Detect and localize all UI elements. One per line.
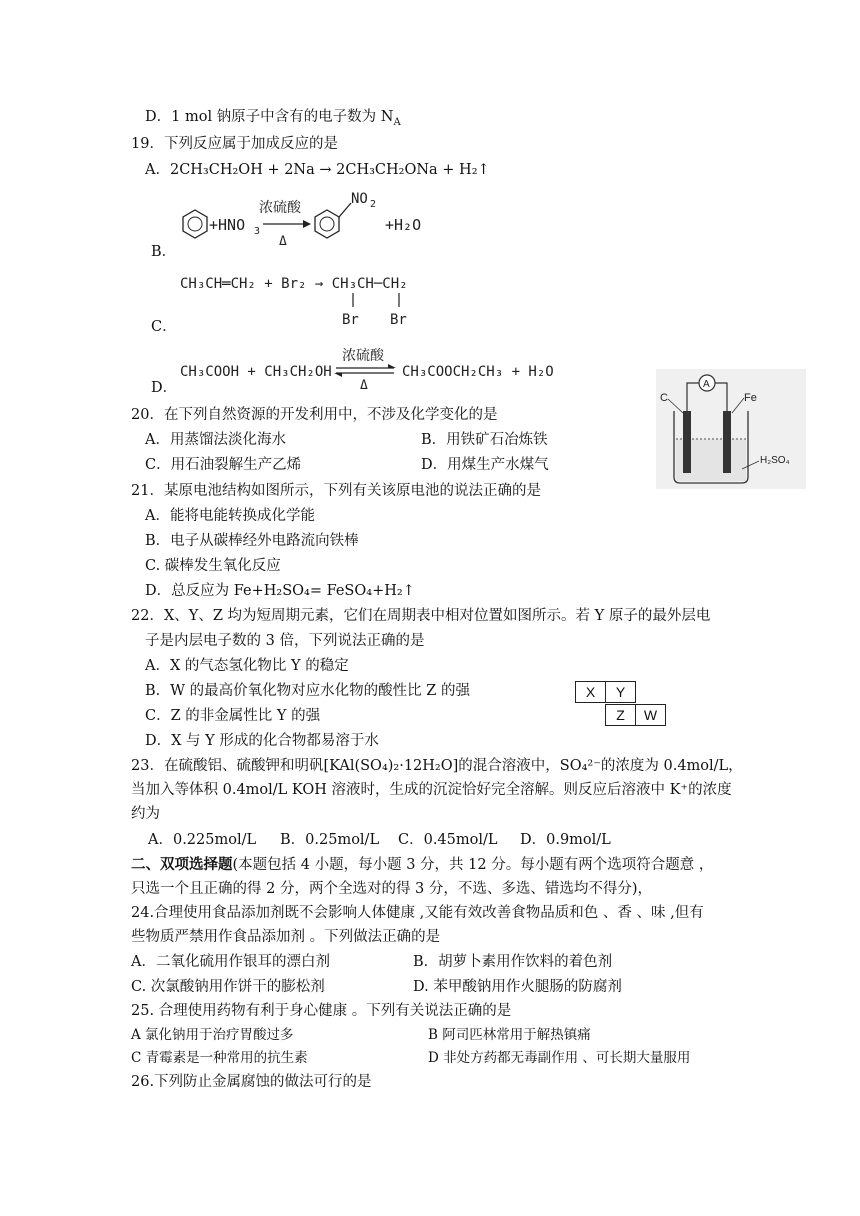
- q20-option-b: B．用铁矿石冶炼铁: [421, 432, 548, 448]
- q23-stem-line1: 23．在硫酸铝、硫酸钾和明矾[KAl(SO₄)₂·12H₂O]的混合溶液中，SO₄²⁻的浓度为 0.4mol/L，: [131, 758, 743, 774]
- q24-option-a: A．二氧化硫用作银耳的漂白剂: [131, 954, 330, 970]
- q22-stem-line1: 22．X、Y、Z 均为短周期元素，它们在周期表中相对位置如图所示。若 Y 原子的最外层电: [131, 608, 711, 624]
- periodic-cell-x: X: [575, 681, 606, 703]
- q20-option-c: C．用石油裂解生产乙烯: [145, 457, 302, 473]
- b-hno3: +HNO: [209, 216, 246, 234]
- q24-option-d: D. 苯甲酸钠用作火腿肠的防腐剂: [413, 979, 622, 995]
- carbon-rod: [683, 411, 691, 473]
- q20-option-d: D．用煤生产水煤气: [421, 457, 549, 473]
- periodic-cell-y: Y: [605, 681, 636, 703]
- section2-title: 二、双项选择题: [131, 856, 233, 873]
- q24-stem-line1: 24.合理使用食品添加剂既不会影响人体健康 ,又能有效改善食物品质和色 、香 、味 ,但有: [131, 905, 704, 921]
- b-no2-sub: 2: [370, 199, 377, 210]
- b-delta: Δ: [279, 234, 287, 249]
- q19-option-a: A．2CH₃CH₂OH + 2Na → 2CH₃CH₂ONa + H₂↑: [145, 162, 490, 178]
- q23-stem-line3: 约为: [131, 806, 160, 822]
- q22-option-d: D．X 与 Y 形成的化合物都易溶于水: [145, 733, 379, 749]
- d-arrow-head-forward: [388, 364, 396, 368]
- q24-option-c: C. 次氯酸钠用作饼干的膨松剂: [131, 979, 325, 995]
- d-left: CH₃COOH + CH₃CH₂OH: [180, 364, 332, 380]
- carbon-label: C: [660, 392, 668, 404]
- q19-option-d-label: D．: [151, 380, 178, 396]
- q19-stem: 19．下列反应属于加成反应的是: [131, 136, 338, 152]
- periodic-cell-z: Z: [605, 704, 636, 726]
- q26-stem: 26.下列防止金属腐蚀的做法可行的是: [131, 1074, 372, 1090]
- q19-option-c-equation: [178, 268, 438, 330]
- c-br-2: Br: [390, 312, 407, 328]
- c-br-1: Br: [342, 312, 359, 328]
- b-hno3-sub: 3: [254, 226, 261, 237]
- no2-bond: [339, 203, 351, 217]
- q25-option-c: C 青霉素是一种常用的抗生素: [131, 1050, 308, 1066]
- q20-stem: 20．在下列自然资源的开发利用中，不涉及化学变化的是: [131, 407, 498, 423]
- q20-option-a: A．用蒸馏法淡化海水: [145, 432, 286, 448]
- q25-option-a: A 氯化钠用于治疗胃酸过多: [131, 1027, 294, 1043]
- q21-option-a: A．能将电能转换成化学能: [145, 508, 315, 524]
- q19-option-b-label: B．: [151, 244, 177, 260]
- q21-option-b: B．电子从碳棒经外电路流向铁棒: [145, 533, 359, 549]
- q25-option-d: D 非处方药都无毒副作用 、可长期大量服用: [428, 1050, 691, 1066]
- q19-option-d-equation: [178, 340, 558, 392]
- q23-option-c: C．0.45mol/L: [398, 832, 498, 848]
- q22-option-a: A．X 的气态氢化物比 Y 的稳定: [145, 658, 349, 674]
- b-condition: 浓硫酸: [259, 200, 301, 216]
- section2-instructions-2: 只选一个且正确的得 2 分，两个全选对的得 3 分，不选、多选、错选均不得分)，: [131, 881, 653, 897]
- benzene-circle-2: [320, 217, 334, 231]
- q22-option-b: B．W 的最高价氧化物对应水化物的酸性比 Z 的强: [145, 683, 470, 699]
- q24-option-b: B．胡萝卜素用作饮料的着色剂: [413, 954, 613, 970]
- fe-label: Fe: [744, 392, 757, 404]
- q19-option-c-label: C．: [151, 319, 177, 335]
- periodic-cell-w: W: [635, 704, 666, 726]
- section2-instructions-1: (本题包括 4 小题，每小题 3 分，共 12 分。每小题有两个选项符合题意 ，: [232, 857, 714, 873]
- d-right: CH₃COOCH₂CH₃ + H₂O: [402, 364, 554, 380]
- section2-heading: [131, 855, 713, 875]
- d-arrow-head-back: [334, 373, 342, 377]
- q22-stem-line2: 子是内层电子数的 3 倍，下列说法正确的是: [145, 633, 425, 649]
- q25-option-b: B 阿司匹林常用于解热镇痛: [428, 1027, 591, 1043]
- benzene-ring-2: [315, 210, 339, 238]
- iron-rod: [723, 411, 731, 473]
- q24-stem-line2: 些物质严禁用作食品添加剂 。下列做法正确的是: [131, 929, 441, 945]
- q21-stem: 21．某原电池结构如图所示，下列有关该原电池的说法正确的是: [131, 483, 541, 499]
- galvanic-cell-figure: [656, 369, 806, 489]
- q25-stem: 25. 合理使用药物有利于身心健康 。下列有关说法正确的是: [131, 1003, 512, 1019]
- q18-option-d: D．1 mol 钠原子中含有的电子数为 $N_A$: [145, 109, 401, 128]
- b-no2: NO: [351, 191, 368, 207]
- b-arrow-head: [303, 220, 311, 228]
- q23-option-d: D．0.9mol/L: [520, 832, 611, 848]
- q23-option-a: A．0.225mol/L: [148, 832, 257, 848]
- b-h2o: +H₂O: [385, 216, 422, 234]
- q21-option-d: D．总反应为 Fe+H₂SO₄= FeSO₄+H₂↑: [145, 583, 415, 599]
- q23-option-b: B．0.25mol/L: [280, 832, 380, 848]
- ammeter-label: A: [703, 379, 710, 390]
- h2so4-label: H₂SO₄: [760, 455, 790, 466]
- c-equation-text: CH₃CH═CH₂ + Br₂ → CH₃CH─CH₂: [180, 276, 408, 292]
- benzene-ring-1: [183, 210, 207, 238]
- d-delta: Δ: [360, 378, 368, 392]
- q23-stem-line2: 当加入等体积 0.4mol/L KOH 溶液时，生成的沉淀恰好完全溶解。则反应后溶液中 K⁺的浓度: [131, 782, 732, 798]
- benzene-circle-1: [188, 217, 202, 231]
- q21-option-c: C. 碳棒发生氧化反应: [145, 558, 281, 574]
- q19-option-b-equation: [175, 188, 435, 253]
- q22-option-c: C．Z 的非金属性比 Y 的强: [145, 708, 321, 724]
- d-condition: 浓硫酸: [342, 348, 384, 364]
